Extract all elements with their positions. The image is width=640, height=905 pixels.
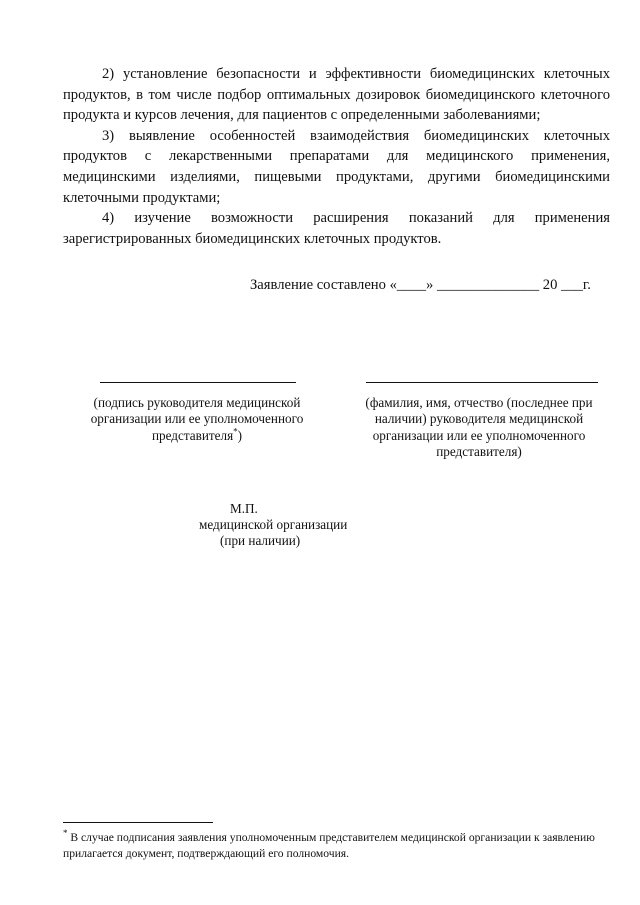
statement-date-line: Заявление составлено «____» ______________ 20 ___г. bbox=[250, 277, 591, 293]
footnote-marker: * bbox=[63, 828, 68, 839]
paragraph-item-4: 4) изучение возможности расширения показаний для применения зарегистрированных биомедицинских клеточных продуктов. bbox=[63, 210, 610, 247]
signature-line bbox=[100, 382, 296, 383]
name-line bbox=[366, 382, 598, 383]
footnote-text: В случае подписания заявления уполномоченным представителем медицинской организации к заявлению прилагается документ, подтверждающий его полномочия. bbox=[63, 831, 595, 860]
signature-caption-text: (подпись руководителя медицинской организации или ее уполномоченного представителя bbox=[90, 395, 304, 443]
signature-caption-close: ) bbox=[237, 427, 243, 443]
name-caption: (фамилия, имя, отчество (последнее при наличии) руководителя медицинской организации или ее уполномоченного представителя) bbox=[365, 395, 593, 460]
paragraph-item-2: 2) установление безопасности и эффективности биомедицинских клеточных продуктов, в том числе подбор оптимальных дозировок биомедицинского клеточного продукта и курсов лечения, для пациентов с определенными заболеваниями; bbox=[63, 66, 610, 124]
footnote bbox=[63, 830, 610, 862]
footnote-mark: * bbox=[233, 426, 238, 437]
document-body bbox=[63, 64, 610, 249]
signature-caption bbox=[66, 395, 328, 444]
stamp-note: (при наличии) bbox=[220, 533, 301, 548]
paragraph-item-3: 3) выявление особенностей взаимодействия биомедицинских клеточных продуктов с лекарственными препаратами для медицинского применения, медицинскими изделиями, пищевыми продуктами, другими биомедицинскими клеточными продуктами; bbox=[63, 127, 610, 206]
stamp-mp: М.П. bbox=[230, 501, 258, 516]
footnote-divider bbox=[63, 822, 213, 823]
stamp-org: медицинской организации bbox=[199, 517, 348, 532]
